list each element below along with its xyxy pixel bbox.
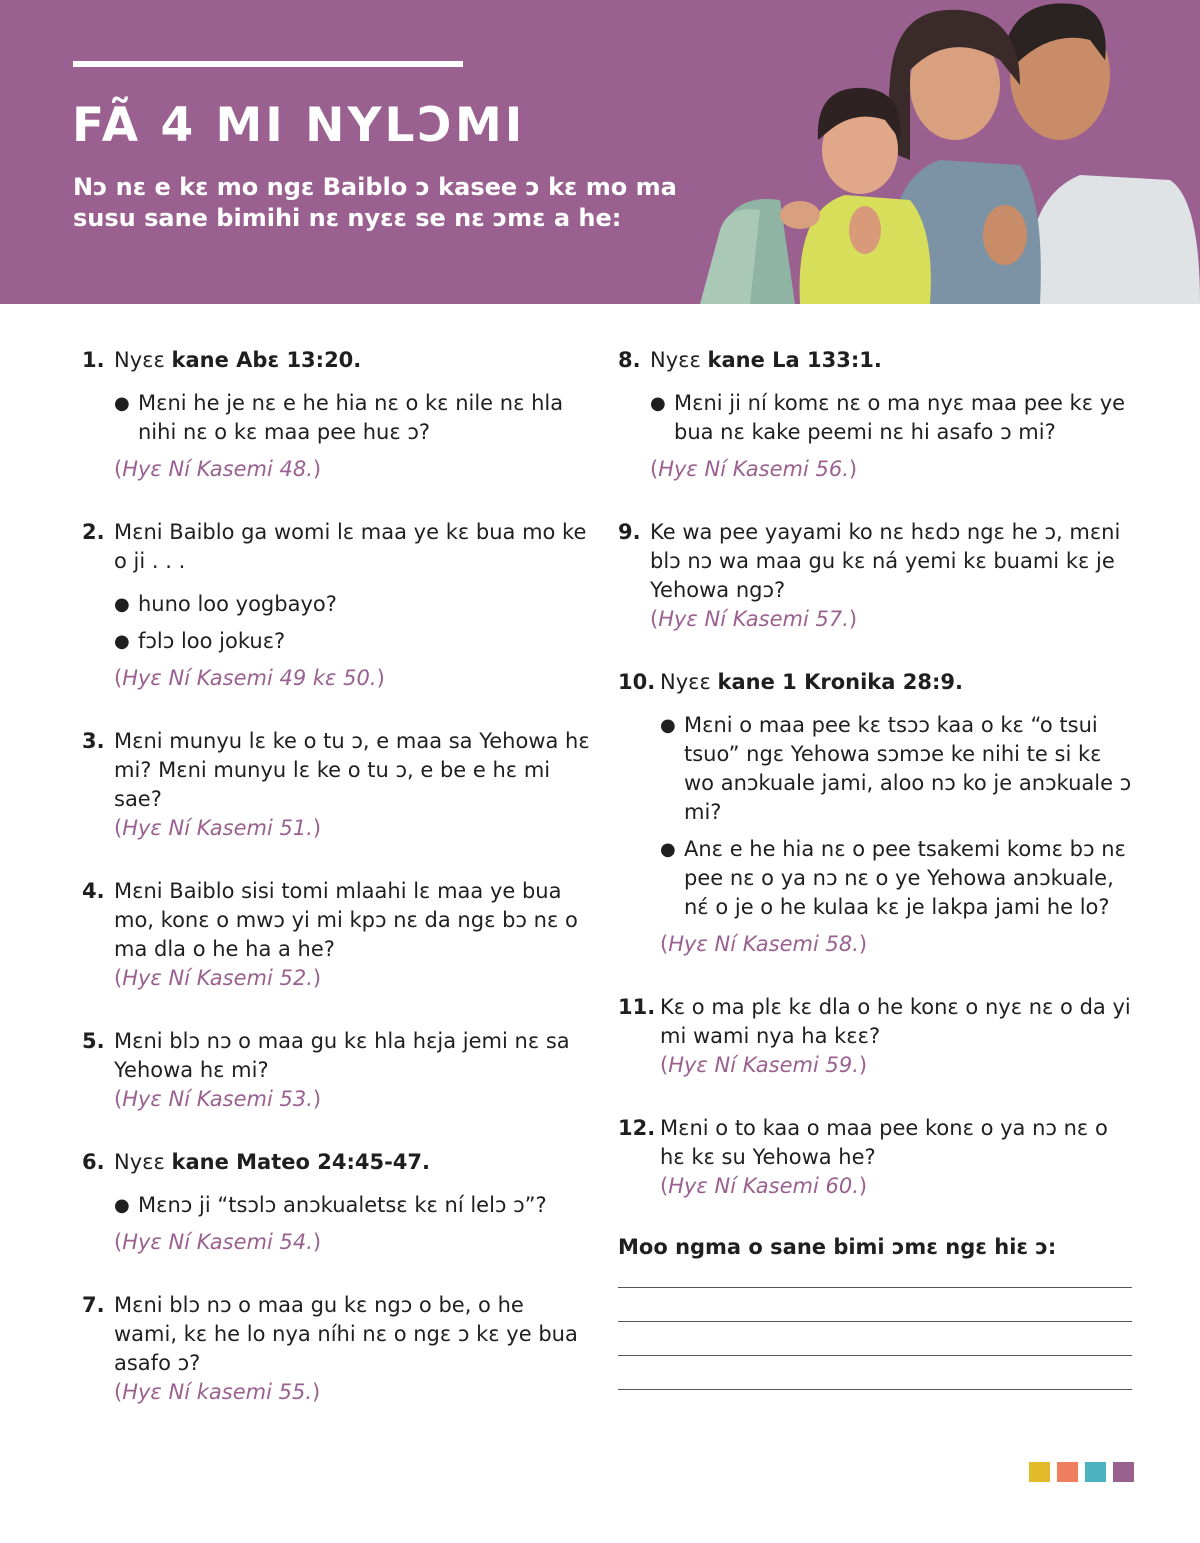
lesson-reference-text: Hyɛ Ní Kasemi 57. [658, 607, 849, 631]
header-rule [73, 61, 463, 67]
bullet-text: fɔlɔ loo jokuɛ? [138, 629, 286, 653]
bullet-icon: ● [114, 631, 130, 652]
list-item [650, 389, 1138, 447]
family-praying-illustration [700, 0, 1200, 304]
bullet-icon: ● [114, 1195, 130, 1216]
question-text: Nyɛɛ [650, 348, 708, 372]
lesson-reference-text: Hyɛ Ní Kasemi 48. [122, 457, 313, 481]
list-item [660, 835, 1138, 922]
question-text: Mɛni Baiblo sisi tomi mlaahi lɛ maa ye bua mo, konɛ o mwɔ yi mi kpɔ nɛ da ngɛ bɔ nɛ o ma dla o he ha a he? [114, 879, 578, 961]
question-9 [618, 518, 1138, 634]
list-item [114, 1191, 592, 1220]
bullet-list [660, 711, 1138, 922]
lesson-reference-text: Hyɛ Ní Kasemi 58. [668, 932, 859, 956]
notes-label: Moo ngma o sane bimi ɔmɛ ngɛ hiɛ ɔ: [618, 1235, 1057, 1259]
page-title: FÃ 4 MI NYLƆMI [72, 98, 526, 153]
bullet-text: Mɛni ji ní komɛ nɛ o ma nyɛ maa pee kɛ ye bua nɛ kake peemi nɛ hi asafo ɔ mi? [674, 391, 1126, 444]
list-item [114, 389, 592, 447]
bullet-icon: ● [650, 393, 666, 414]
question-number: 3. [82, 729, 105, 753]
question-number: 7. [82, 1293, 105, 1317]
bullet-list [650, 389, 1138, 447]
question-text: Ke wa pee yayami ko nɛ hɛdɔ ngɛ he ɔ, mɛni blɔ nɔ wa maa gu kɛ ná yemi kɛ buami kɛ je Yehowa ngɔ? [650, 520, 1121, 602]
lesson-reference: (Hyɛ Ní kasemi 55.) [114, 1380, 321, 1404]
question-number: 2. [82, 520, 105, 544]
question-number: 9. [618, 520, 641, 544]
question-7 [82, 1291, 592, 1407]
question-number: 12. [618, 1116, 656, 1140]
swatch-orange [1057, 1462, 1078, 1482]
swatch-teal [1085, 1462, 1106, 1482]
scripture-reference: kane 1 Kronika 28:9. [717, 670, 963, 694]
list-item [114, 627, 592, 656]
lesson-reference-text: Hyɛ Ní Kasemi 52. [122, 966, 313, 990]
bullet-text: Mɛnɔ ji “tsɔlɔ anɔkualetsɛ kɛ ní lelɔ ɔ”? [138, 1193, 547, 1217]
lesson-reference-text: Hyɛ Ní Kasemi 56. [658, 457, 849, 481]
bullet-text: Mɛni o maa pee kɛ tsɔɔ kaa o kɛ “o tsui tsuo” ngɛ Yehowa sɔmɔe ke nihi te si kɛ wo anɔkuale jami, aloo nɔ ko je anɔkuale ɔ mi? [684, 713, 1132, 824]
lesson-reference-text: Hyɛ Ní Kasemi 59. [668, 1053, 859, 1077]
question-number: 4. [82, 879, 105, 903]
scripture-reference: kane La 133:1. [707, 348, 882, 372]
question-text: Mɛni o to kaa o maa pee konɛ o ya nɔ nɛ o hɛ kɛ su Yehowa he? [660, 1116, 1108, 1169]
question-text: Nyɛɛ [660, 670, 718, 694]
lesson-reference: (Hyɛ Ní Kasemi 51.) [114, 816, 322, 840]
question-4 [82, 877, 592, 993]
list-item [660, 711, 1138, 827]
question-2 [82, 518, 592, 693]
lesson-reference-text: Hyɛ Ní kasemi 55. [122, 1380, 313, 1404]
bullet-icon: ● [114, 393, 130, 414]
question-number: 1. [82, 348, 105, 372]
lesson-reference: (Hyɛ Ní Kasemi 49 kɛ 50.) [114, 666, 385, 690]
question-text: Mɛni Baiblo ga womi lɛ maa ye kɛ bua mo ke o ji . . . [114, 520, 587, 573]
questions-left-column [82, 346, 592, 1441]
lesson-reference-text: Hyɛ Ní Kasemi 54. [122, 1230, 313, 1254]
bullet-list [114, 389, 592, 447]
bullet-icon: ● [660, 839, 676, 860]
note-line[interactable] [618, 1355, 1132, 1356]
lesson-reference-text: Hyɛ Ní Kasemi 60. [668, 1174, 859, 1198]
scripture-reference: kane Abɛ 13:20. [171, 348, 362, 372]
bullet-text: huno loo yogbayo? [138, 592, 337, 616]
lesson-reference: (Hyɛ Ní Kasemi 59.) [660, 1053, 868, 1077]
note-line[interactable] [618, 1389, 1132, 1390]
bullet-list [114, 1191, 592, 1220]
list-item [114, 590, 592, 619]
page-subtitle: Nɔ nɛ e kɛ mo ngɛ Baiblo ɔ kasee ɔ kɛ mo ma susu sane bimihi nɛ nyɛɛ se nɛ ɔmɛ a he: [73, 173, 677, 232]
lesson-reference: (Hyɛ Ní Kasemi 52.) [114, 966, 322, 990]
lesson-reference: (Hyɛ Ní Kasemi 57.) [650, 607, 858, 631]
lesson-reference: (Hyɛ Ní Kasemi 53.) [114, 1087, 322, 1111]
question-text: Nyɛɛ [114, 1150, 172, 1174]
question-number: 5. [82, 1029, 105, 1053]
note-line[interactable] [618, 1287, 1132, 1288]
lesson-reference-text: Hyɛ Ní Kasemi 49 kɛ 50. [122, 666, 377, 690]
lesson-reference-text: Hyɛ Ní Kasemi 51. [122, 816, 313, 840]
question-12 [618, 1114, 1138, 1201]
note-line[interactable] [618, 1321, 1132, 1322]
question-11 [618, 993, 1138, 1080]
question-text: Mɛni blɔ nɔ o maa gu kɛ ngɔ o be, o he wami, kɛ he lo nya níhi nɛ o ngɛ ɔ kɛ ye bua asafo ɔ? [114, 1293, 578, 1375]
lesson-reference: (Hyɛ Ní Kasemi 60.) [660, 1174, 868, 1198]
question-3 [82, 727, 592, 843]
lesson-reference: (Hyɛ Ní Kasemi 56.) [650, 457, 858, 481]
questions-right-column [618, 346, 1138, 1390]
bullet-icon: ● [114, 594, 130, 615]
bullet-list [114, 590, 592, 656]
bullet-text: Mɛni he je nɛ e he hia nɛ o kɛ nile nɛ hla nihi nɛ o kɛ maa pee huɛ ɔ? [138, 391, 564, 444]
lesson-reference: (Hyɛ Ní Kasemi 48.) [114, 457, 322, 481]
question-10 [618, 668, 1138, 959]
question-1 [82, 346, 592, 484]
bullet-text: Anɛ e he hia nɛ o pee tsakemi komɛ bɔ nɛ pee nɛ o ya nɔ nɛ o ye Yehowa anɔkuale, nɛ́ o je o he kulaa kɛ je lakpa jami he lo? [684, 837, 1126, 919]
question-text: Mɛni blɔ nɔ o maa gu kɛ hla hɛja jemi nɛ sa Yehowa hɛ mi? [114, 1029, 570, 1082]
question-text: Mɛni munyu lɛ ke o tu ɔ, e maa sa Yehowa hɛ mi? Mɛni munyu lɛ ke o tu ɔ, e be e hɛ mi sae? [114, 729, 590, 811]
bullet-icon: ● [660, 715, 676, 736]
scripture-reference: kane Mateo 24:45-47. [171, 1150, 431, 1174]
question-5 [82, 1027, 592, 1114]
lesson-reference-text: Hyɛ Ní Kasemi 53. [122, 1087, 313, 1111]
question-8 [618, 346, 1138, 484]
lesson-reference: (Hyɛ Ní Kasemi 58.) [660, 932, 868, 956]
question-6 [82, 1148, 592, 1257]
question-number: 8. [618, 348, 641, 372]
color-swatches [1029, 1462, 1134, 1482]
swatch-purple [1113, 1462, 1134, 1482]
header-banner [0, 0, 1200, 304]
lesson-reference: (Hyɛ Ní Kasemi 54.) [114, 1230, 322, 1254]
question-number: 6. [82, 1150, 105, 1174]
question-text: Kɛ o ma plɛ kɛ dla o he konɛ o nyɛ nɛ o da yi mi wami nya ha kɛɛ? [660, 995, 1131, 1048]
swatch-yellow [1029, 1462, 1050, 1482]
question-text: Nyɛɛ [114, 348, 172, 372]
question-number: 11. [618, 995, 656, 1019]
question-number: 10. [618, 670, 656, 694]
